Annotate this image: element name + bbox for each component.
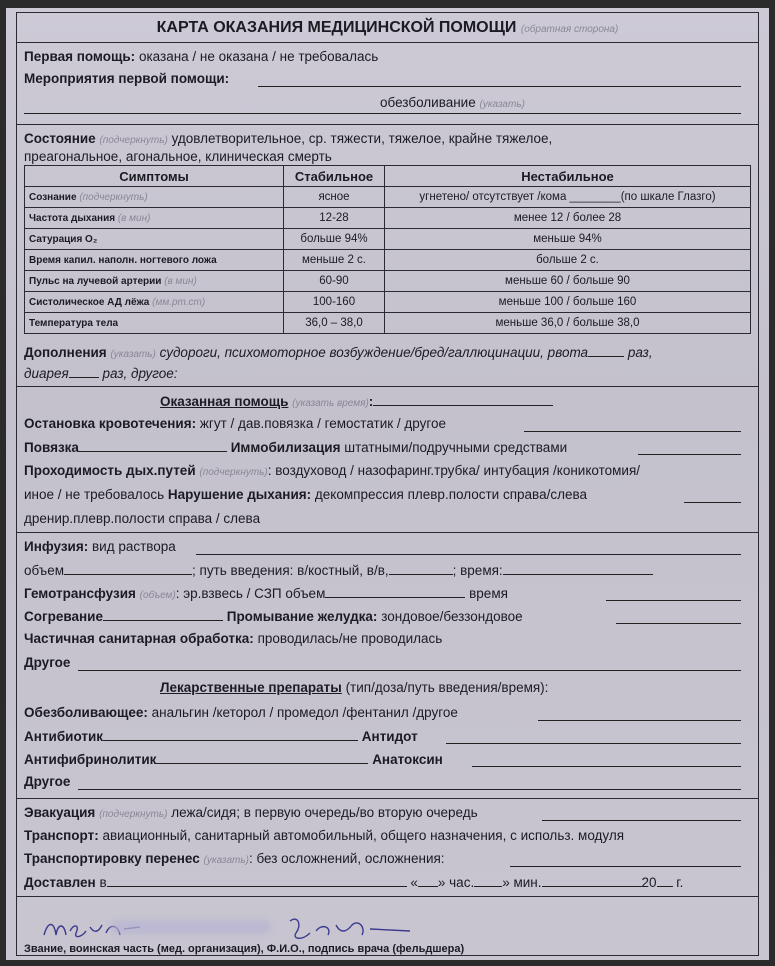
- delivered-row: Доставлен в « » час. » мин. 20 г.: [24, 875, 684, 890]
- table-row: Сознание (подчеркнуть) ясное угнетено/ отсутствует /кома ________(по шкале Глазго): [25, 187, 751, 208]
- separator: [17, 798, 758, 799]
- analgesic-field[interactable]: [538, 719, 741, 721]
- separator: [17, 42, 758, 43]
- delivered-date-field[interactable]: [542, 873, 642, 887]
- transport-row: Транспорт: авиационный, санитарный автомобильный, общего назначения, с использ. модуля: [24, 828, 625, 843]
- analgesia-field[interactable]: [24, 112, 741, 114]
- table-row: Частота дыхания (в мин) 12-28 менее 12 / более 28: [25, 208, 751, 229]
- additions-row-2: диарея раз, другое:: [24, 366, 178, 381]
- help-heading: Оказанная помощь (указать время):: [160, 392, 747, 413]
- analgesia-row: обезболивание (указать): [380, 95, 525, 110]
- table-row: Систолическое АД лёжа (мм.рт.ст) 100-160 меньше 100 / больше 160: [25, 292, 751, 313]
- sanitation-row: Частичная санитарная обработка: проводилась/не проводилась: [24, 631, 443, 646]
- diarrhea-count-field[interactable]: [69, 364, 99, 378]
- other-field-2[interactable]: [78, 788, 741, 790]
- transfer-row: Транспортировку перенес (указать): без осложнений, осложнения:: [24, 851, 445, 866]
- table-row: Пульс на лучевой артерии (в мин) 60-90 меньше 60 / больше 90: [25, 271, 751, 292]
- medical-card-sheet: [6, 8, 769, 960]
- table-row: Время капил. наполн. ногтевого ложа меньше 2 с. больше 2 с.: [25, 250, 751, 271]
- delivered-minute-field[interactable]: [474, 873, 502, 887]
- breathing-field[interactable]: [684, 501, 741, 503]
- warming-field[interactable]: [103, 607, 223, 621]
- evac-row: Эвакуация (подчеркнуть) лежа/сидя; в первую очередь/во вторую очередь: [24, 805, 478, 820]
- antifibrin-row: Антифибринолитик Анатоксин: [24, 752, 443, 767]
- bandage-row: Повязка Иммобилизация штатными/подручными средствами: [24, 440, 568, 455]
- evac-field[interactable]: [542, 819, 741, 821]
- drugs-heading: Лекарственные препараты (тип/доза/путь введения/время):: [160, 680, 549, 695]
- drain-row: дренир.плевр.полости справа / слева: [24, 511, 261, 526]
- bleeding-other-field[interactable]: [524, 430, 741, 432]
- airway-row-2: иное / не требовалось Нарушение дыхания: декомпрессия плевр.полости справа/слева: [24, 487, 587, 502]
- bleeding-row: Остановка кровотечения: жгут / дав.повязка / гемостатик / другое: [24, 416, 447, 431]
- route-field[interactable]: [389, 561, 453, 575]
- delivered-hour-field[interactable]: [418, 873, 438, 887]
- col-symptoms: Симптомы: [25, 166, 284, 187]
- other-field-1[interactable]: [78, 669, 741, 671]
- volume-row: объем ; путь введения: в/костный, в/в, ; время:: [24, 561, 747, 580]
- title-hint: (обратная сторона): [520, 24, 619, 35]
- transfusion-row: Гемотрансфузия (объем): эр.взвесь / СЗП объем время: [24, 586, 508, 601]
- separator: [17, 124, 758, 125]
- airway-row: Проходимость дых.путей (подчеркнуть): воздуховод / назофаринг.трубка/ интубация /коникотомия/: [24, 463, 641, 478]
- condition-row-2: преагональное, агональное, клиническая смерть: [24, 149, 332, 164]
- other-row-2: Другое: [24, 774, 71, 789]
- delivered-year-field[interactable]: [657, 873, 673, 887]
- additions-row: Дополнения (указать) судороги, психомоторное возбуждение/бред/галлюцинации, рвота раз,: [24, 345, 653, 360]
- infusion-row: Инфузия: вид раствора: [24, 539, 176, 554]
- delivered-place-field[interactable]: [107, 873, 407, 887]
- separator: [17, 532, 758, 533]
- other-row-1: Другое: [24, 655, 71, 670]
- separator: [17, 386, 758, 387]
- infusion-solution-field[interactable]: [196, 553, 741, 555]
- first-aid-measures-row: Мероприятия первой помощи:: [24, 71, 230, 86]
- volume-field[interactable]: [64, 561, 192, 575]
- first-aid-measures-field[interactable]: [258, 85, 741, 87]
- warming-row: Согревание Промывание желудка: зондовое/беззондовое: [24, 609, 523, 624]
- lavage-field[interactable]: [616, 622, 741, 624]
- help-time-field[interactable]: [373, 392, 553, 406]
- card-title: КАРТА ОКАЗАНИЯ МЕДИЦИНСКОЙ ПОМОЩИ (обратная сторона): [156, 19, 619, 36]
- antifibrin-field[interactable]: [156, 750, 368, 764]
- redacted-area: [111, 920, 271, 934]
- table-row: Температура тела 36,0 – 38,0 меньше 36,0 / больше 38,0: [25, 313, 751, 334]
- bandage-field[interactable]: [79, 438, 227, 452]
- analgesic-row: Обезболивающее: анальгин /кеторол / промедол /фентанил /другое: [24, 705, 458, 720]
- symptoms-table: [24, 165, 751, 334]
- complications-field[interactable]: [510, 865, 741, 867]
- transfusion-volume-field[interactable]: [325, 584, 465, 598]
- infusion-time-field[interactable]: [503, 561, 653, 575]
- col-unstable: Нестабильное: [385, 166, 751, 187]
- antibiotic-field[interactable]: [103, 727, 358, 741]
- signature-caption: Звание, воинская часть (мед. организация), Ф.И.О., подпись врача (фельдшера): [24, 943, 465, 955]
- antitoxin-field[interactable]: [472, 765, 741, 767]
- col-stable: Стабильное: [284, 166, 385, 187]
- first-aid-row: Первая помощь: оказана / не оказана / не требовалась: [24, 49, 379, 64]
- transfusion-time-field[interactable]: [606, 599, 741, 601]
- antidote-field[interactable]: [446, 742, 741, 744]
- separator: [17, 896, 758, 897]
- antibiotic-row: Антибиотик Антидот: [24, 729, 418, 744]
- immobilization-field[interactable]: [638, 453, 741, 455]
- condition-row: Состояние (подчеркнуть) удовлетворительное, ср. тяжести, тяжелое, крайне тяжелое,: [24, 131, 553, 146]
- table-row: Сатурация О₂ больше 94% меньше 94%: [25, 229, 751, 250]
- vomit-count-field[interactable]: [588, 343, 624, 357]
